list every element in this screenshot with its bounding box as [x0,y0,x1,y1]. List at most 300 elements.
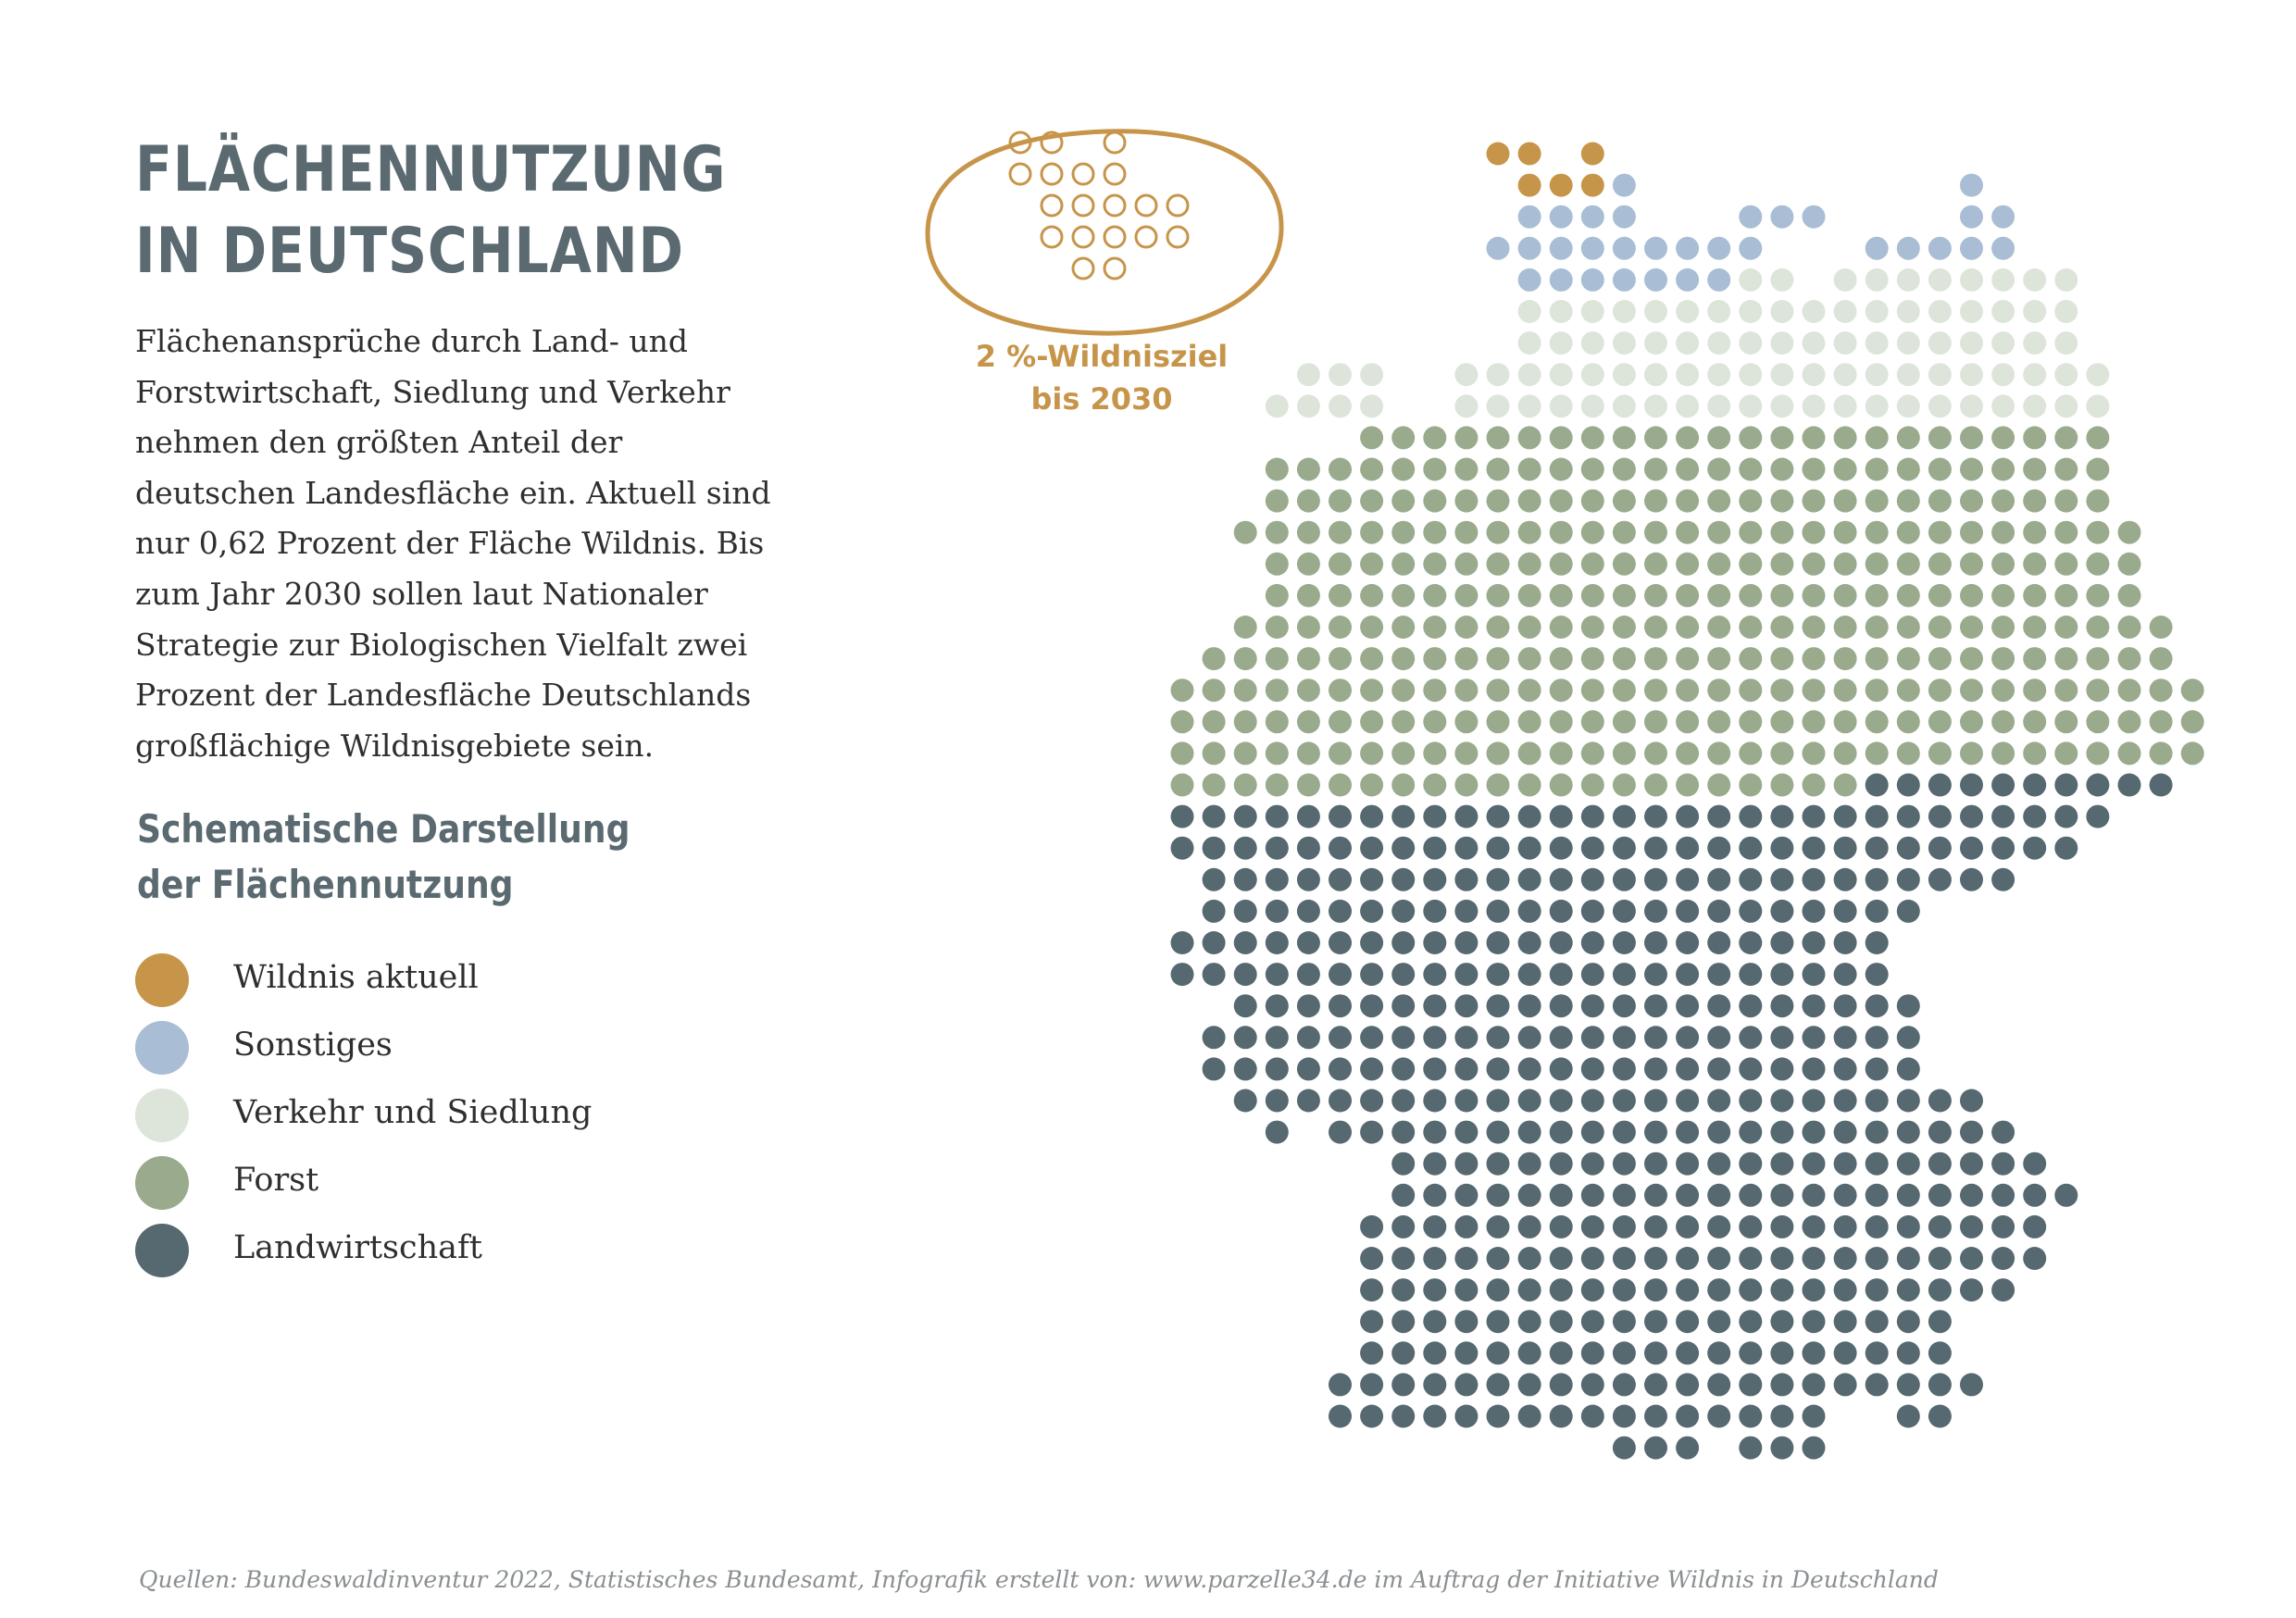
map-dot-landwirtschaft [1866,1278,1889,1301]
map-dot-landwirtschaft [2086,774,2109,797]
map-dot-landwirtschaft [1518,931,1541,954]
map-dot-forst [1707,741,1730,765]
map-dot-landwirtschaft [1360,1057,1383,1080]
map-dot-sonstiges [1613,174,1636,197]
map-dot-forst [1234,774,1257,797]
chart-heading-line-2: der Flächennutzung [137,862,514,907]
map-dot-landwirtschaft [1171,963,1194,986]
map-dot-landwirtschaft [1897,1341,1920,1364]
map-dot-landwirtschaft [1423,963,1446,986]
map-dot-landwirtschaft [1518,900,1541,923]
map-dot-landwirtschaft [1991,1152,2015,1176]
map-dot-forst [1928,741,1952,765]
map-dot-forst [1739,710,1762,733]
map-dot-landwirtschaft [1423,1341,1446,1364]
map-dot-forst [1518,490,1541,513]
map-dot-landwirtschaft [1897,994,1920,1017]
map-dot-forst [1487,774,1510,797]
map-dot-landwirtschaft [1707,837,1730,860]
map-dot-forst [1960,553,1983,576]
map-dot-forst [1707,458,1730,481]
map-dot-verkehr [1834,268,1857,292]
map-dot-verkehr [1454,363,1478,386]
map-dot-verkehr [1360,394,1383,417]
map-dot-forst [1960,521,1983,544]
map-dot-forst [1581,710,1604,733]
map-dot-landwirtschaft [1297,931,1320,954]
map-dot-landwirtschaft [1960,837,1983,860]
map-dot-forst [1329,741,1352,765]
map-dot-verkehr [1644,363,1667,386]
map-dot-forst [1518,521,1541,544]
map-dot-verkehr [2023,394,2046,417]
map-dot-forst [1487,584,1510,607]
map-dot-verkehr [1518,300,1541,323]
map-dot-landwirtschaft [1834,1373,1857,1396]
map-dot-sonstiges [1518,268,1541,292]
map-dot-landwirtschaft [1676,1405,1699,1428]
map-dot-landwirtschaft [1329,900,1352,923]
map-dot-forst [1423,490,1446,513]
map-dot-forst [1360,710,1383,733]
map-dot-landwirtschaft [1487,1310,1510,1333]
map-dot-landwirtschaft [1518,1341,1541,1364]
map-dot-forst [1676,616,1699,639]
map-dot-landwirtschaft [1234,837,1257,860]
map-dot-landwirtschaft [1644,1184,1667,1207]
map-dot-forst [1991,521,2015,544]
legend-label-sonstiges: Sonstiges [233,1027,393,1064]
map-dot-landwirtschaft [1770,1121,1793,1144]
map-dot-landwirtschaft [1360,1026,1383,1049]
map-dot-landwirtschaft [2054,837,2078,860]
map-dot-forst [1423,521,1446,544]
map-dot-landwirtschaft [1991,1278,2015,1301]
map-dot-sonstiges [1518,237,1541,260]
map-dot-verkehr [1454,394,1478,417]
map-dot-verkehr [2054,331,2078,355]
map-dot-forst [1518,710,1541,733]
map-dot-landwirtschaft [1834,1121,1857,1144]
map-dot-forst [2150,616,2173,639]
map-dot-landwirtschaft [1454,1057,1478,1080]
map-dot-landwirtschaft [1518,1057,1541,1080]
map-dot-landwirtschaft [1423,1121,1446,1144]
map-dot-verkehr [2054,363,2078,386]
map-dot-forst [1834,647,1857,670]
map-dot-landwirtschaft [1329,837,1352,860]
map-dot-verkehr [1518,394,1541,417]
map-dot-landwirtschaft [1581,1057,1604,1080]
map-dot-landwirtschaft [1360,1373,1383,1396]
map-dot-landwirtschaft [1360,1310,1383,1333]
map-dot-landwirtschaft [1581,1026,1604,1049]
map-dot-forst [1171,774,1194,797]
map-dot-landwirtschaft [1897,868,1920,891]
map-dot-forst [1707,616,1730,639]
map-dot-landwirtschaft [1613,1247,1636,1270]
map-dot-forst [1518,458,1541,481]
map-dot-landwirtschaft [1550,1121,1573,1144]
map-dot-landwirtschaft [1266,805,1289,828]
map-dot-landwirtschaft [1550,868,1573,891]
map-dot-landwirtschaft [1897,1247,1920,1270]
map-dot-forst [1266,774,1289,797]
map-dot-forst [1834,490,1857,513]
map-dot-landwirtschaft [1834,994,1857,1017]
map-dot-forst [1960,647,1983,670]
map-dot-landwirtschaft [1391,1184,1415,1207]
map-dot-forst [1454,678,1478,702]
map-dot-forst [2118,710,2141,733]
map-dot-landwirtschaft [1644,1373,1667,1396]
map-dot-landwirtschaft [1676,1278,1699,1301]
map-dot-forst [1581,521,1604,544]
map-dot-landwirtschaft [1991,1215,2015,1238]
map-dot-landwirtschaft [1707,1152,1730,1176]
map-dot-verkehr [2023,331,2046,355]
map-dot-forst [1391,647,1415,670]
map-dot-forst [2054,458,2078,481]
map-dot-forst [2054,741,2078,765]
map-dot-landwirtschaft [1487,1373,1510,1396]
map-dot-landwirtschaft [1866,1373,1889,1396]
map-dot-landwirtschaft [1487,837,1510,860]
map-dot-forst [1928,710,1952,733]
map-dot-landwirtschaft [1803,1278,1826,1301]
map-dot-forst [1770,553,1793,576]
map-dot-verkehr [1360,363,1383,386]
map-dot-forst [1487,426,1510,449]
map-dot-landwirtschaft [1329,1373,1352,1396]
map-dot-forst [1928,426,1952,449]
map-dot-forst [1803,774,1826,797]
map-dot-landwirtschaft [1676,1437,1699,1460]
map-dot-verkehr [1613,331,1636,355]
map-dot-landwirtschaft [1991,1184,2015,1207]
map-dot-landwirtschaft [1960,1184,1983,1207]
map-dot-verkehr [1707,331,1730,355]
map-dot-wildnis [1581,174,1604,197]
map-dot-forst [1991,426,2015,449]
map-dot-landwirtschaft [1770,1057,1793,1080]
map-dot-forst [1897,490,1920,513]
map-dot-forst [1266,678,1289,702]
map-dot-landwirtschaft [1866,931,1889,954]
map-dot-verkehr [1928,268,1952,292]
map-dot-landwirtschaft [1803,1247,1826,1270]
map-dot-landwirtschaft [1487,1341,1510,1364]
map-dot-landwirtschaft [1739,931,1762,954]
map-dot-sonstiges [1550,205,1573,229]
map-dot-landwirtschaft [1391,994,1415,1017]
map-dot-forst [2150,710,2173,733]
map-dot-landwirtschaft [1676,1026,1699,1049]
map-dot-forst [1487,678,1510,702]
map-dot-landwirtschaft [1707,931,1730,954]
map-dot-verkehr [1487,363,1510,386]
map-dot-landwirtschaft [1360,1215,1383,1238]
map-dot-verkehr [1297,394,1320,417]
map-dot-landwirtschaft [1739,963,1762,986]
map-dot-landwirtschaft [1581,994,1604,1017]
map-dot-forst [1644,741,1667,765]
map-dot-landwirtschaft [1928,1215,1952,1238]
map-dot-forst [1391,584,1415,607]
map-dot-forst [1770,521,1793,544]
map-dot-landwirtschaft [1928,1121,1952,1144]
map-dot-landwirtschaft [1454,931,1478,954]
map-dot-forst [1707,710,1730,733]
map-dot-landwirtschaft [1581,1089,1604,1113]
map-dot-landwirtschaft [1423,1373,1446,1396]
map-dot-landwirtschaft [1454,963,1478,986]
map-dot-verkehr [1960,331,1983,355]
map-dot-landwirtschaft [1803,1152,1826,1176]
map-dot-landwirtschaft [1707,1373,1730,1396]
map-dot-forst [1676,584,1699,607]
map-dot-landwirtschaft [1613,1057,1636,1080]
map-dot-forst [1928,647,1952,670]
map-dot-landwirtschaft [1613,837,1636,860]
map-dot-forst [1581,584,1604,607]
map-dot-verkehr [1866,363,1889,386]
map-dot-verkehr [1550,331,1573,355]
map-dot-forst [1454,616,1478,639]
map-dot-landwirtschaft [1391,805,1415,828]
map-dot-forst [1613,741,1636,765]
map-dot-forst [1991,553,2015,576]
map-dot-landwirtschaft [1581,1341,1604,1364]
map-dot-sonstiges [1550,237,1573,260]
map-dot-landwirtschaft [1454,805,1478,828]
map-dot-landwirtschaft [1770,1405,1793,1428]
map-dot-landwirtschaft [1866,774,1889,797]
map-dot-forst [1329,616,1352,639]
map-dot-verkehr [1297,363,1320,386]
map-dot-landwirtschaft [1644,994,1667,1017]
map-dot-landwirtschaft [1644,1121,1667,1144]
map-dot-landwirtschaft [1454,1026,1478,1049]
map-dot-verkehr [1581,331,1604,355]
map-dot-forst [1770,458,1793,481]
map-dot-forst [1803,710,1826,733]
map-dot-landwirtschaft [1644,1437,1667,1460]
map-dot-forst [2150,741,2173,765]
map-dot-forst [1770,678,1793,702]
map-dot-landwirtschaft [1707,1278,1730,1301]
map-dot-landwirtschaft [1897,1057,1920,1080]
map-dot-landwirtschaft [1518,1215,1541,1238]
map-dot-verkehr [1834,300,1857,323]
map-dot-landwirtschaft [1770,1310,1793,1333]
map-dot-sonstiges [1960,237,1983,260]
map-dot-forst [1454,458,1478,481]
map-dot-forst [1644,490,1667,513]
map-dot-forst [1803,678,1826,702]
map-dot-forst [1803,584,1826,607]
map-dot-landwirtschaft [1550,1373,1573,1396]
map-dot-forst [1329,710,1352,733]
map-dot-landwirtschaft [1866,868,1889,891]
map-dot-landwirtschaft [1803,1405,1826,1428]
map-dot-forst [1550,458,1573,481]
map-dot-landwirtschaft [1391,1026,1415,1049]
map-dot-landwirtschaft [1803,963,1826,986]
map-dot-forst [1297,741,1320,765]
map-dot-forst [2054,678,2078,702]
map-dot-landwirtschaft [1739,1310,1762,1333]
map-dot-forst [1707,678,1730,702]
map-dot-forst [1266,584,1289,607]
map-dot-forst [2118,678,2141,702]
map-dot-landwirtschaft [1770,1026,1793,1049]
map-dot-landwirtschaft [1297,868,1320,891]
map-dot-landwirtschaft [1866,1215,1889,1238]
map-dot-landwirtschaft [1391,1405,1415,1428]
map-dot-landwirtschaft [1203,963,1226,986]
map-dot-landwirtschaft [1676,805,1699,828]
map-dot-forst [1739,647,1762,670]
map-dot-landwirtschaft [1803,1437,1826,1460]
map-dot-forst [1203,678,1226,702]
map-dot-landwirtschaft [1391,1373,1415,1396]
map-dot-forst [1454,553,1478,576]
map-dot-forst [1739,774,1762,797]
map-dot-landwirtschaft [1266,837,1289,860]
map-dot-landwirtschaft [1770,1437,1793,1460]
map-dot-forst [1834,678,1857,702]
map-dot-verkehr [2054,268,2078,292]
map-dot-landwirtschaft [1803,900,1826,923]
map-dot-forst [1897,521,1920,544]
map-dot-landwirtschaft [1266,994,1289,1017]
map-dot-landwirtschaft [1360,1341,1383,1364]
map-dot-landwirtschaft [1550,1215,1573,1238]
map-dot-landwirtschaft [1897,837,1920,860]
map-dot-forst [1581,458,1604,481]
map-dot-landwirtschaft [1676,1310,1699,1333]
map-dot-landwirtschaft [1423,805,1446,828]
map-dot-verkehr [1329,394,1352,417]
map-dot-forst [1360,616,1383,639]
map-dot-landwirtschaft [1454,1278,1478,1301]
map-dot-forst [1676,647,1699,670]
map-dot-landwirtschaft [1203,931,1226,954]
map-dot-landwirtschaft [1360,900,1383,923]
map-dot-landwirtschaft [1581,1215,1604,1238]
map-dot-forst [1171,710,1194,733]
map-dot-landwirtschaft [1234,963,1257,986]
map-dot-verkehr [1739,394,1762,417]
map-dot-forst [1613,678,1636,702]
map-dot-landwirtschaft [1676,837,1699,860]
map-dot-landwirtschaft [1644,1278,1667,1301]
map-dot-landwirtschaft [1613,1310,1636,1333]
map-dot-verkehr [1928,300,1952,323]
map-dot-forst [1487,647,1510,670]
map-dot-landwirtschaft [1644,963,1667,986]
map-dot-forst [2054,553,2078,576]
map-dot-landwirtschaft [1866,1026,1889,1049]
map-dot-landwirtschaft [1518,1310,1541,1333]
map-dot-landwirtschaft [1297,1089,1320,1113]
map-dot-forst [1866,584,1889,607]
legend-label-wildnis: Wildnis aktuell [233,959,479,996]
map-dot-landwirtschaft [1360,837,1383,860]
map-dot-verkehr [1550,300,1573,323]
map-dot-landwirtschaft [1550,931,1573,954]
map-dot-landwirtschaft [1329,1121,1352,1144]
map-dot-forst [1991,678,2015,702]
map-dot-landwirtschaft [1550,994,1573,1017]
map-dot-landwirtschaft [1897,1278,1920,1301]
map-dot-forst [1518,678,1541,702]
map-dot-forst [1707,490,1730,513]
map-dot-landwirtschaft [1676,1247,1699,1270]
map-dot-verkehr [1266,394,1289,417]
map-dot-verkehr [1518,331,1541,355]
map-dot-verkehr [1991,268,2015,292]
map-dot-verkehr [1613,363,1636,386]
map-dot-landwirtschaft [2023,1247,2046,1270]
map-dot-forst [1487,616,1510,639]
map-dot-forst [1423,741,1446,765]
map-dot-forst [2023,741,2046,765]
map-dot-sonstiges [1550,268,1573,292]
map-dot-forst [1360,647,1383,670]
map-dot-verkehr [2023,363,2046,386]
map-dot-forst [2118,521,2141,544]
map-dot-landwirtschaft [1960,1152,1983,1176]
map-dot-forst [1770,741,1793,765]
map-dot-landwirtschaft [1897,774,1920,797]
map-dot-sonstiges [1613,205,1636,229]
map-dot-sonstiges [1581,205,1604,229]
map-dot-landwirtschaft [1329,1405,1352,1428]
map-dot-forst [1297,553,1320,576]
map-dot-landwirtschaft [1518,837,1541,860]
map-dot-landwirtschaft [1676,1341,1699,1364]
map-dot-landwirtschaft [1518,1184,1541,1207]
map-dot-verkehr [1866,268,1889,292]
map-dot-landwirtschaft [1550,805,1573,828]
map-dot-forst [1770,426,1793,449]
map-dot-forst [2023,647,2046,670]
map-dot-landwirtschaft [1834,837,1857,860]
map-dot-landwirtschaft [1739,1341,1762,1364]
map-dot-landwirtschaft [1203,837,1226,860]
map-dot-landwirtschaft [1834,868,1857,891]
map-dot-forst [1770,710,1793,733]
map-dot-verkehr [1770,268,1793,292]
map-dot-forst [2181,710,2204,733]
map-dot-landwirtschaft [1770,1247,1793,1270]
map-dot-forst [1803,458,1826,481]
map-dot-forst [1897,584,1920,607]
map-dot-landwirtschaft [1960,1373,1983,1396]
map-dot-landwirtschaft [1991,805,2015,828]
map-dot-forst [1866,678,1889,702]
map-dot-landwirtschaft [1518,994,1541,1017]
map-dot-verkehr [2086,363,2109,386]
map-dot-verkehr [1676,394,1699,417]
map-dot-landwirtschaft [1928,1310,1952,1333]
map-dot-landwirtschaft [1991,1247,2015,1270]
map-dot-landwirtschaft [1707,1089,1730,1113]
map-dot-landwirtschaft [1928,1373,1952,1396]
map-dot-verkehr [1613,300,1636,323]
